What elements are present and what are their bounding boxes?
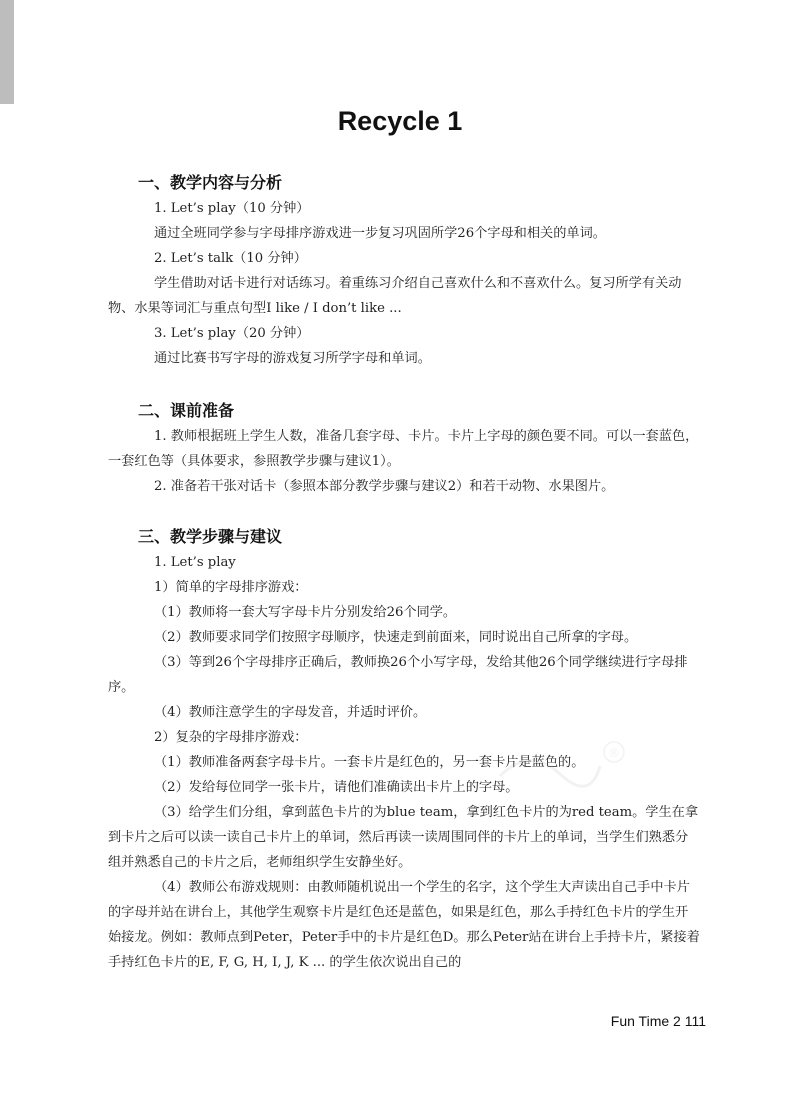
section-heading: 二、课前准备 — [138, 401, 235, 420]
paragraph: 2. 准备若干张对话卡（参照本部分教学步骤与建议2）和若干动物、水果图片。 — [154, 479, 615, 494]
paragraph: 通过比赛书写字母的游戏复习所学字母和单词。 — [154, 351, 431, 366]
paragraph: （3）等到26个字母排序正确后，教师换26个小写字母，发给其他26个同学继续进行字母排序。 — [108, 655, 688, 695]
section-heading: 三、教学步骤与建议 — [138, 527, 283, 546]
paragraph: 学生借助对话卡进行对话练习。着重练习介绍自己喜欢什么和不喜欢什么。复习所学有关动物、水果等词汇与重点句型I like / I don’t like ... — [108, 276, 682, 316]
paragraph: （2）教师要求同学们按照字母顺序，快速走到前面来，同时说出自己所拿的字母。 — [154, 630, 638, 645]
paragraph: 1. Let’s play — [154, 555, 236, 570]
section-content-analysis — [108, 170, 700, 371]
paragraph: 2）复杂的字母排序游戏： — [154, 730, 308, 745]
page-footer: Fun Time 2 111 — [610, 1013, 706, 1029]
section-preparation — [108, 398, 700, 499]
paragraph: 1）简单的字母排序游戏： — [154, 580, 308, 595]
paragraph: 3. Let’s play（20 分钟） — [154, 326, 310, 341]
paragraph: 1. 教师根据班上学生人数，准备几套字母、卡片。卡片上字母的颜色要不同。可以一套蓝色，一套红色等（具体要求，参照教学步骤与建议1）。 — [108, 429, 699, 469]
paragraph: 通过全班同学参与字母排序游戏进一步复习巩固所学26个字母和相关的单词。 — [154, 226, 606, 241]
watermark-registered-mark: ® — [608, 746, 620, 760]
watermark — [490, 736, 630, 796]
paragraph: （3）给学生们分组，拿到蓝色卡片的为blue team，拿到红色卡片的为red team。学生在拿到卡片之后可以读一读自己卡片上的单词，然后再读一读周围同伴的卡片上的单词，当学生们熟悉分组并熟悉自己的卡片之后，老师组织学生安静坐好。 — [108, 805, 699, 870]
paragraph: （4）教师注意学生的字母发音，并适时评价。 — [154, 705, 427, 720]
scan-edge — [0, 0, 14, 104]
section-heading: 一、教学内容与分析 — [138, 173, 283, 192]
paragraph: 1. Let’s play（10 分钟） — [154, 201, 310, 216]
paragraph: （1）教师将一套大写字母卡片分别发给26个同学。 — [154, 605, 457, 620]
paragraph: （2）发给每位同学一张卡片，请他们准确读出卡片上的字母。 — [154, 780, 519, 795]
paragraph: 2. Let’s talk（10 分钟） — [154, 251, 307, 266]
paragraph: （1）教师准备两套字母卡片。一套卡片是红色的，另一套卡片是蓝色的。 — [154, 755, 585, 770]
page-title: Recycle 1 — [337, 106, 463, 136]
paragraph: （4）教师公布游戏规则：由教师随机说出一个学生的名字，这个学生大声读出自己手中卡片的字母并站在讲台上，其他学生观察卡片是红色还是蓝色，如果是红色，那么手持红色卡片的学生开始接龙。例如：教师点到Peter，Peter手中的卡片是红色D。那么Peter站在讲台上手持卡片，紧接着手持红色卡片的E, F, G, H, I, J, K ... 的学生依次说出自己的 — [108, 880, 700, 970]
